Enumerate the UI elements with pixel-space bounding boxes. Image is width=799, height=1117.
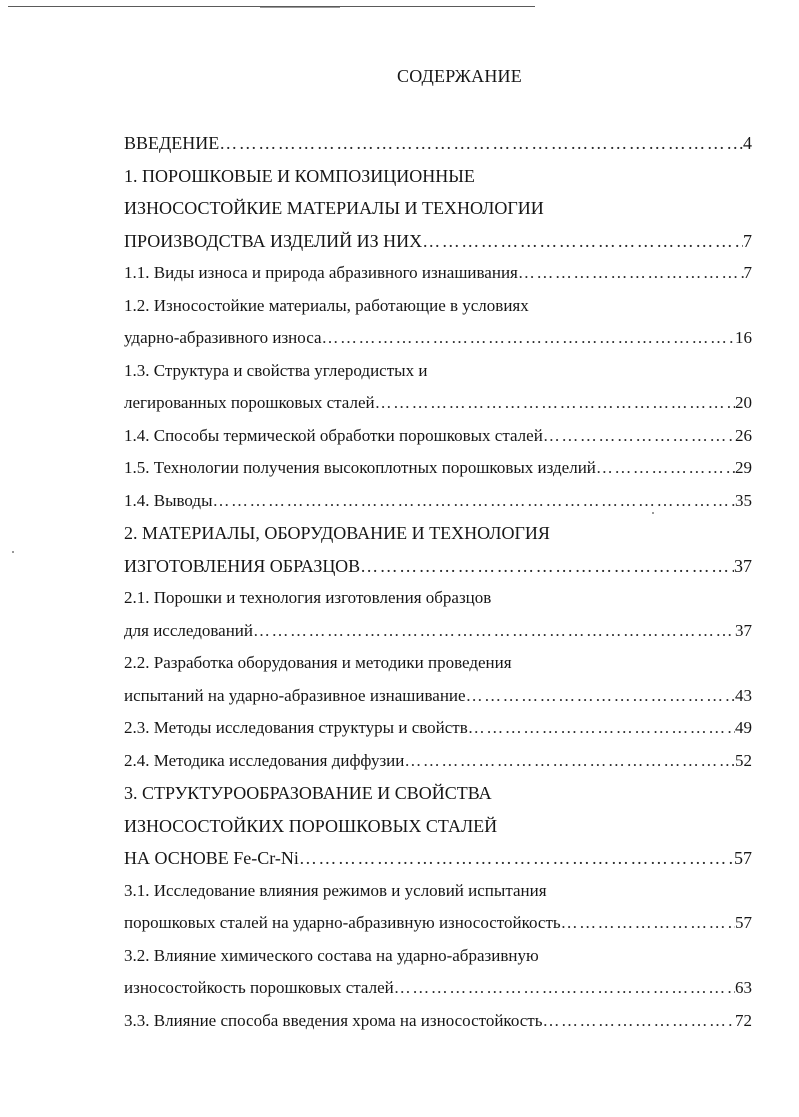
toc-entry xyxy=(124,160,752,193)
toc-entry xyxy=(124,615,752,648)
toc-entry-text: 1. ПОРОШКОВЫЕ И КОМПОЗИЦИОННЫЕ xyxy=(124,165,475,186)
toc-page-number: 26 xyxy=(735,425,752,445)
toc-entry-text: ПРОИЗВОДСТВА ИЗДЕЛИЙ ИЗ НИХ xyxy=(124,230,423,251)
toc-leader-dots xyxy=(299,842,734,875)
toc-entry-text: 3.3. Влияние способа введения хрома на износостойкость xyxy=(124,1010,543,1030)
toc-entry xyxy=(124,647,752,680)
toc-page-number: 63 xyxy=(735,978,752,997)
toc-entry-text: ударно-абразивного износа xyxy=(124,328,322,347)
toc-entry-text: 1.4. Способы термической обработки порошковых сталей xyxy=(124,425,543,445)
toc-entry-text: 2.1. Порошки и технология изготовления образцов xyxy=(124,588,492,607)
toc-entry-text: 2.2. Разработка оборудования и методики проведения xyxy=(124,653,512,672)
toc-page-number: 52 xyxy=(735,750,752,770)
toc-entry-text: ИЗНОСОСТОЙКИЕ МАТЕРИАЛЫ И ТЕХНОЛОГИИ xyxy=(124,198,544,218)
toc-entry xyxy=(124,745,752,778)
toc-entry-text: испытаний на ударно-абразивное изнашивание xyxy=(124,685,466,705)
toc-leader-dots xyxy=(561,907,735,940)
toc-entry-text: износостойкость порошковых сталей xyxy=(124,978,394,997)
toc-leader-dots xyxy=(518,257,744,290)
page-title: СОДЕРЖАНИЕ xyxy=(397,66,522,86)
toc-entry-text: порошковых сталей на ударно-абразивную износостойкость xyxy=(124,913,561,932)
toc-page-number: 49 xyxy=(735,718,752,737)
toc-entry xyxy=(124,192,752,225)
toc-entry xyxy=(124,517,752,550)
toc-entry xyxy=(124,907,752,940)
toc-page-number: 7 xyxy=(743,263,752,282)
toc-entry-text: 1.1. Виды износа и природа абразивного изнашивания xyxy=(124,263,518,282)
toc-entry xyxy=(124,875,752,908)
toc-entry-text: ВВЕДЕНИЕ xyxy=(124,133,220,153)
toc-entry xyxy=(124,680,752,713)
toc-leader-dots xyxy=(213,485,735,518)
toc-leader-dots xyxy=(253,615,735,648)
toc-entry-text: 1.5. Технологии получения высокоплотных порошковых изделий xyxy=(124,458,596,477)
toc-leader-dots xyxy=(596,452,735,485)
toc-leader-dots xyxy=(404,745,735,778)
toc-entry xyxy=(124,485,752,518)
toc-entry-text: ИЗГОТОВЛЕНИЯ ОБРАЗЦОВ xyxy=(124,555,361,576)
toc-leader-dots xyxy=(422,225,743,258)
toc-entry xyxy=(124,257,752,290)
toc-entry xyxy=(124,777,752,810)
toc-leader-dots xyxy=(375,387,735,420)
toc-page-number: 72 xyxy=(735,1010,752,1030)
toc-entry xyxy=(124,420,752,453)
toc-leader-dots xyxy=(468,712,735,745)
toc-entry-text: 2.3. Методы исследования структуры и свойств xyxy=(124,718,468,737)
toc-page-number: 20 xyxy=(735,393,752,412)
toc-entry xyxy=(124,550,752,583)
toc-entry-text: 3. СТРУКТУРООБРАЗОВАНИЕ И СВОЙСТВА xyxy=(124,783,492,803)
toc-page-number: 37 xyxy=(734,555,752,576)
toc-page-number: 16 xyxy=(735,328,752,347)
toc-page-number: 29 xyxy=(735,458,752,477)
toc-entry xyxy=(124,712,752,745)
scan-speck xyxy=(12,551,14,553)
toc-entry-text: ИЗНОСОСТОЙКИХ ПОРОШКОВЫХ СТАЛЕЙ xyxy=(124,815,498,836)
toc-page-number: 37 xyxy=(735,620,752,640)
toc-entry xyxy=(124,355,752,388)
toc-entry xyxy=(124,1005,752,1038)
toc-entry-text: 2.4. Методика исследования диффузии xyxy=(124,750,405,770)
scan-top-border-mark xyxy=(260,7,340,8)
toc-page-number: 43 xyxy=(735,685,752,705)
toc-entry xyxy=(124,582,752,615)
toc-leader-dots xyxy=(543,420,735,453)
toc-entry-text: 1.4. Выводы xyxy=(124,490,213,510)
toc-entry xyxy=(124,810,752,843)
toc-entry xyxy=(124,290,752,323)
toc-entry xyxy=(124,940,752,973)
toc-entry-text: НА ОСНОВЕ Fe-Cr-Ni xyxy=(124,848,299,868)
toc-leader-dots xyxy=(394,972,735,1005)
toc-leader-dots xyxy=(219,127,743,160)
toc-entry-text: для исследований xyxy=(124,620,253,640)
toc-entry xyxy=(124,387,752,420)
toc-entry xyxy=(124,322,752,355)
toc-entry xyxy=(124,972,752,1005)
toc-page-number: 57 xyxy=(735,913,752,932)
toc-leader-dots xyxy=(466,680,735,713)
toc-entry-text: 3.2. Влияние химического состава на ударно-абразивную xyxy=(124,945,539,965)
toc-entry xyxy=(124,842,752,875)
toc-leader-dots xyxy=(360,550,734,583)
toc-entry xyxy=(124,225,752,258)
toc-entry-text: легированных порошковых сталей xyxy=(124,393,375,412)
toc-page-number: 4 xyxy=(743,133,752,153)
toc-entry xyxy=(124,127,752,160)
toc-entry-text: 3.1. Исследование влияния режимов и условий испытания xyxy=(124,880,547,900)
toc-entry-text: 1.3. Структура и свойства углеродистых и xyxy=(124,360,428,380)
toc-page-number: 7 xyxy=(743,230,752,251)
toc-entry xyxy=(124,452,752,485)
table-of-contents xyxy=(124,127,752,1037)
toc-page-number: 57 xyxy=(734,848,752,868)
toc-entry-text: 1.2. Износостойкие материалы, работающие в условиях xyxy=(124,295,529,315)
toc-leader-dots xyxy=(542,1005,735,1038)
toc-entry-text: 2. МАТЕРИАЛЫ, ОБОРУДОВАНИЕ И ТЕХНОЛОГИЯ xyxy=(124,523,550,543)
toc-page-number: 35 xyxy=(735,490,752,510)
toc-leader-dots xyxy=(322,322,736,355)
